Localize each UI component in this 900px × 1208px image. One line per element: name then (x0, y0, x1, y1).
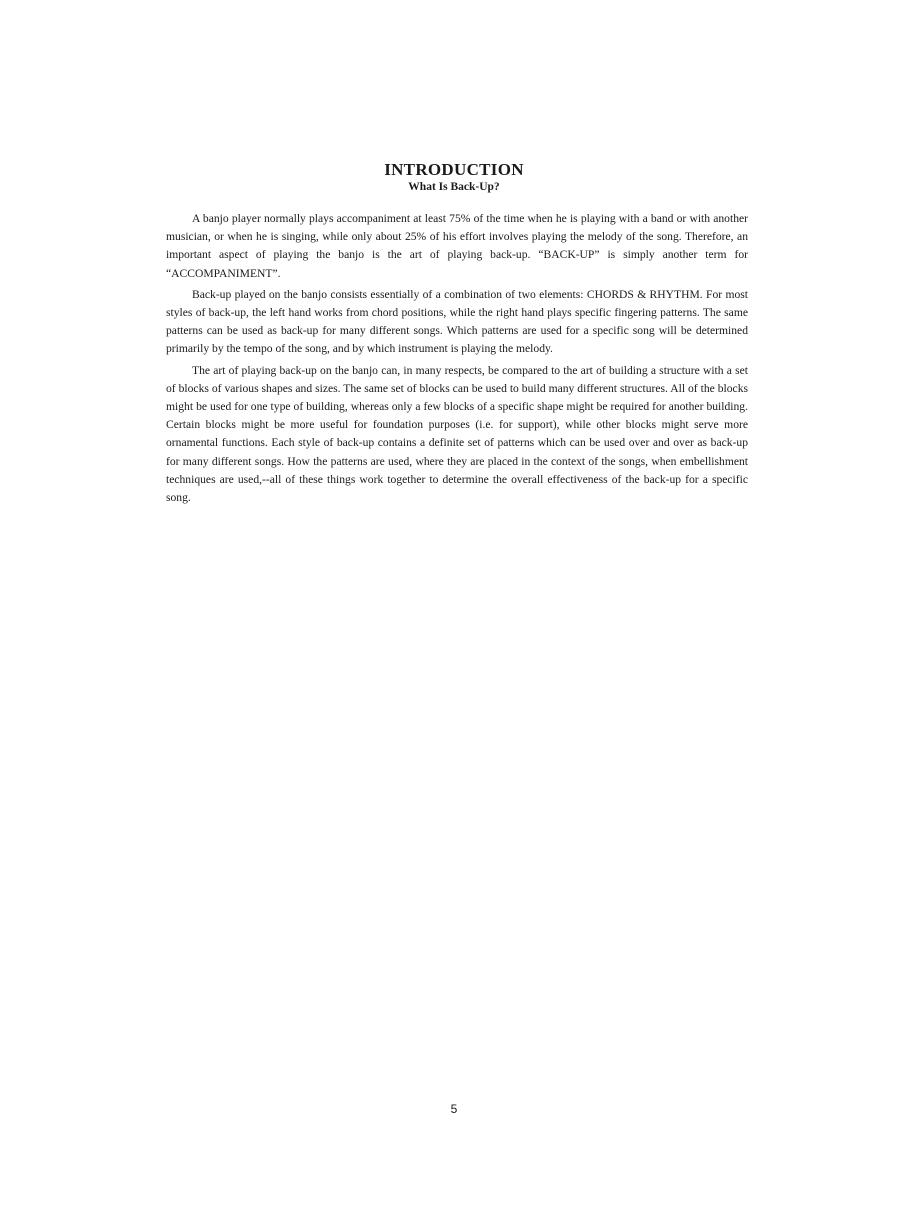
body-text (166, 210, 748, 510)
page-title: INTRODUCTION (384, 160, 524, 179)
paragraph-3: The art of playing back-up on the banjo can, in many respects, be compared to the art of building a structure with a set of blocks of various shapes and sizes. The same set of blocks can be used to build many different structures. All of the blocks might be used for one type of building, whereas only a few blocks of a specific shape might be required for another building. Certain blocks might be more useful for foundation purposes (i.e. for support), while other blocks might serve more ornamental functions. Each style of back-up contains a definite set of patterns which can be used over and over as back-up for many different songs. How the patterns are used, where they are placed in the context of the songs, when embellishment techniques are used,--all of these things work together to determine the overall effectiveness of the back-up for a specific song. (166, 363, 748, 505)
paragraph-1: A banjo player normally plays accompaniment at least 75% of the time when he is playing with a band or with another musician, or when he is singing, while only about 25% of his effort involves playing the melody of the song. Therefore, an important aspect of playing the banjo is the art of playing back-up. “BACK-UP” is simply another term for “ACCOMPANIMENT”. (166, 212, 748, 280)
page-subtitle: What Is Back-Up? (408, 181, 500, 193)
paragraph-2: Back-up played on the banjo consists essentially of a combination of two elements: CHORDS & RHYTHM. For most styles of back-up, the left hand works from chord positions, while the right hand plays specific fingering patterns. The same patterns can be used as back-up for many different songs. Which patterns are used for a specific song will be determined primarily by the tempo of the song, and by which instrument is playing the melody. (166, 287, 748, 356)
page-number: 5 (450, 1102, 458, 1116)
heading-block (0, 160, 900, 194)
